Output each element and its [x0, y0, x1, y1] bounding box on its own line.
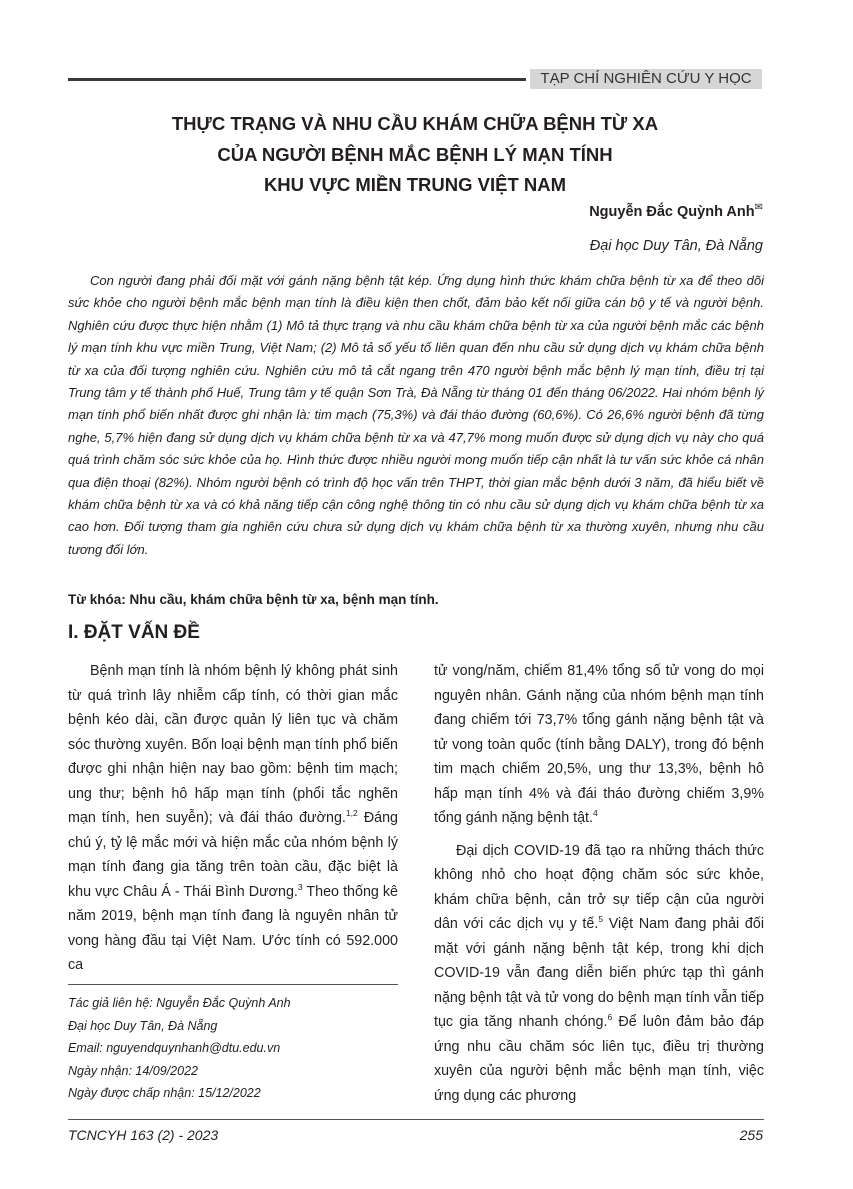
citation-ref: 1,2 — [345, 808, 358, 819]
citation-ref: 4 — [593, 808, 598, 819]
title-line-3: KHU VỰC MIỀN TRUNG VIỆT NAM — [263, 174, 567, 195]
left-p1-text-c: Theo thống kê năm 2019, bệnh mạn tính đang là nguyên nhân tử vong hàng đầu tại Việt Nam. Ước tính có 592.000 ca — [68, 883, 398, 973]
author-name: Nguyễn Đắc Quỳnh Anh — [589, 203, 755, 220]
right-paragraph-2 — [434, 839, 764, 1109]
left-p1-text-b: Đáng chú ý, tỷ lệ mắc mới và hiện mắc của nhóm bệnh lý mạn tính đang gia tăng trên toàn cầu, đặc biệt là khu vực Châu Á - Thái Bình Dương. — [68, 810, 399, 900]
right-p2-text-c: Để luôn đảm bảo đáp ứng nhu cầu chăm sóc liên tục, điều trị thường xuyên của người bệnh mắc bệnh mạn tính, việc ứng dụng các phương — [434, 1014, 765, 1104]
envelope-icon: ✉ — [754, 202, 763, 213]
right-column — [434, 659, 764, 1108]
abstract: Con người đang phải đối mặt với gánh nặng bệnh tật kép. Ứng dụng hình thức khám chữa bệnh từ xa để theo dõi sức khỏe cho người bệnh mắc bệnh mạn tính là điều kiện then chốt, đảm bảo kết nối giữa cán bộ y tế và người bệnh. Nghiên cứu được thực hiện nhằm (1) Mô tả thực trạng và nhu cầu khám chữa bệnh từ xa của người bệnh mắc các bệnh lý mạn tính khu vực miền Trung, Việt Nam; (2) Mô tả số yếu tố liên quan đến nhu cầu sử dụng dịch vụ khám chữa bệnh từ xa của đối tượng nghiên cứu. Nghiên cứu mô tả cắt ngang trên 470 người bệnh mắc bệnh lý mạn tính, điều trị tại Trung tâm y tế thành phố Huế, Trung tâm y tế quận Sơn Trà, Đà Nẵng từ tháng 01 đến tháng 06/2022. Hai nhóm bệnh lý mạn tính phổ biến nhất được ghi nhận là: tim mạch (75,3%) và đái tháo đường (60,6%). Có 26,6% người bệnh đã từng nghe, 5,7% hiện đang sử dụng dịch vụ khám chữa bệnh từ xa và 47,7% mong muốn được sử dụng dịch vụ này cho quá quá trình chăm sóc sức khỏe của họ. Hình thức được nhiều người mong muốn tiếp cận nhất là tư vấn sức khỏe cá nhân qua điện thoại (82%). Nhóm người bệnh có trình độ học vấn trên THPT, thời gian mắc bệnh dưới 3 năm, đã hiểu biết về khám chữa bệnh từ xa và có khả năng tiếp cận công nghệ thông tin có nhu cầu sử dụng dịch vụ khám chữa bệnh từ xa cao hơn. Đối tượng tham gia nghiên cứu chưa sử dụng dịch vụ khám chữa bệnh từ xa thường xuyên, nhưng nhu cầu tương đối lớn. — [68, 273, 764, 557]
header-rule — [68, 78, 526, 81]
right-p2-text-a: Đại dịch COVID-19 đã tạo ra những thách thức không nhỏ cho hoạt động chăm sóc sức khỏe, khám chữa bệnh, cản trở sự tiếp cận của người dân với các dịch vụ y tế. — [434, 842, 764, 932]
footnote-accepted-date: Ngày được chấp nhận: 15/12/2022 — [68, 1086, 261, 1100]
author-affiliation: Đại học Duy Tân, Đà Nẵng — [589, 238, 763, 254]
title-line-1: THỰC TRẠNG VÀ NHU CẦU KHÁM CHỮA BỆNH TỪ XA — [171, 113, 659, 134]
footer-citation: TCNCYH 163 (2) - 2023 — [68, 1127, 219, 1143]
left-paragraph-1 — [68, 659, 398, 978]
citation-ref: 6 — [607, 1012, 613, 1023]
citation-ref: 5 — [598, 914, 604, 925]
footer-rule — [68, 1119, 764, 1120]
right-p1-text: tử vong/năm, chiếm 81,4% tổng số tử vong do mọi nguyên nhân. Gánh nặng của nhóm bệnh mạn tính đang chiếm tới 73,7% tổng gánh nặng bệnh tật và tử vong toàn quốc (tính bằng DALY), trong đó bệnh tim mạch chiếm 20,5%, ung thư 13,3%, bệnh hô hấp mạn tính 4% và đái tháo đường chiếm 3,9% tổng gánh nặng bệnh tật. — [434, 663, 764, 826]
author-footnote — [68, 992, 398, 1105]
right-paragraph-1 — [434, 659, 764, 831]
right-p2-text-b: Việt Nam đang phải đối mặt với gánh nặng bệnh tật kép, trong khi dịch COVID-19 vẫn đang diễn biến phức tạp thì gánh nặng bệnh tật và tử vong do bệnh mạn tính vẫn tiếp tục gia tăng nhanh chóng. — [434, 916, 764, 1030]
section-heading-introduction: I. ĐẶT VẤN ĐỀ — [68, 622, 200, 643]
footnote-affiliation: Đại học Duy Tân, Đà Nẵng — [68, 1018, 218, 1033]
article-title — [68, 109, 762, 201]
keywords: Từ khóa: Nhu cầu, khám chữa bệnh từ xa, bệnh mạn tính. — [68, 592, 439, 607]
footnote-received-date: Ngày nhận: 14/09/2022 — [68, 1063, 198, 1078]
page-number: 255 — [739, 1127, 763, 1143]
left-column — [68, 659, 398, 978]
footnote-contact: Tác giả liên hệ: Nguyễn Đắc Quỳnh Anh — [68, 996, 291, 1010]
author-line — [589, 202, 763, 220]
footnote-email: Email: nguyendquynhanh@dtu.edu.vn — [68, 1041, 281, 1055]
citation-ref: 3 — [297, 881, 303, 892]
journal-name-banner: TẠP CHÍ NGHIÊN CỨU Y HỌC — [530, 69, 762, 89]
title-line-2: CỦA NGƯỜI BỆNH MẮC BỆNH LÝ MẠN TÍNH — [217, 143, 613, 165]
left-p1-text-a: Bệnh mạn tính là nhóm bệnh lý không phát sinh từ quá trình lây nhiễm cấp tính, có thời gian mắc bệnh kéo dài, cần được quản lý liên tục và chăm sóc thường xuyên. Bốn loại bệnh mạn tính phổ biến được ghi nhận hiện nay bao gồm: bệnh tim mạch; ung thư; bệnh hô hấp mạn tính (phổi tắc nghẽn mạn tính, hen suyễn); và đái tháo đường. — [68, 663, 398, 826]
footnote-rule — [68, 984, 398, 985]
